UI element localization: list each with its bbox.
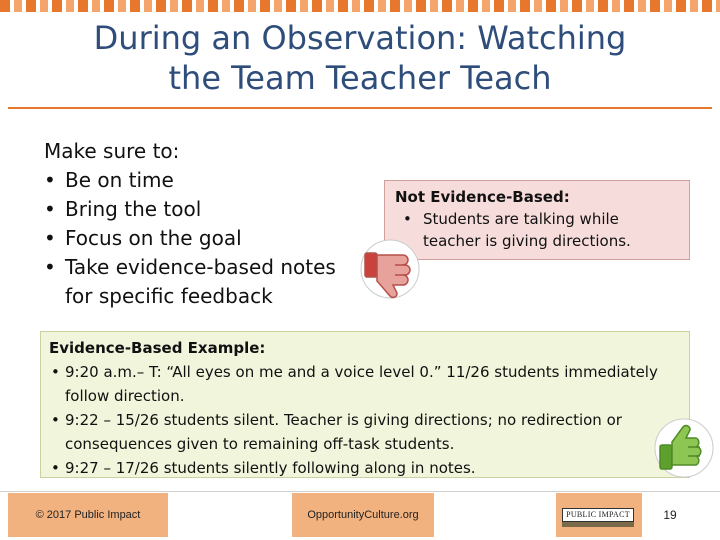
evidence-example-label: Evidence-Based Example: [49,339,266,357]
make-sure-items [44,166,344,311]
make-sure-list [44,137,344,311]
footer-copyright [8,493,168,537]
make-sure-item: • Bring the tool [44,195,344,224]
public-impact-logo [556,493,642,537]
title-line-1: During an Observation: Watching [93,19,627,57]
copyright-text: © 2017 Public Impact [35,509,141,521]
slide-title [40,18,680,98]
website-link[interactable]: OpportunityCulture.org [307,509,419,521]
title-divider [8,107,712,109]
page-number [650,493,690,537]
footer-website [292,493,434,537]
not-evidence-item: • Students are talking while teacher is giving directions. [395,208,679,252]
logo-underline [562,522,634,527]
page-number-text: 19 [663,508,677,522]
make-sure-heading: Make sure to: [44,139,180,163]
logo-wordmark: PUBLIC IMPACT [562,508,634,522]
top-decorative-band [0,0,720,12]
evidence-example-item: • 9:22 – 15/26 students silent. Teacher is giving directions; no redirection or consequences given to remaining off-task students. [49,408,681,456]
evidence-example-item: • 9:20 a.m.– T: “All eyes on me and a voice level 0.” 11/26 students immediately follow direction. [49,360,681,408]
evidence-example-box [40,331,690,478]
make-sure-item: • Be on time [44,166,344,195]
make-sure-item: • Take evidence-based notes for specific feedback [44,253,344,311]
not-evidence-box [384,180,690,260]
make-sure-item: • Focus on the goal [44,224,344,253]
thumbs-up-icon [654,417,714,479]
evidence-example-item: • 9:27 – 17/26 students silently following along in notes. [49,456,681,480]
footer-divider [0,491,720,492]
title-line-2: the Team Teacher Teach [168,59,552,97]
thumbs-down-icon [359,239,421,299]
not-evidence-label: Not Evidence-Based: [395,188,570,206]
